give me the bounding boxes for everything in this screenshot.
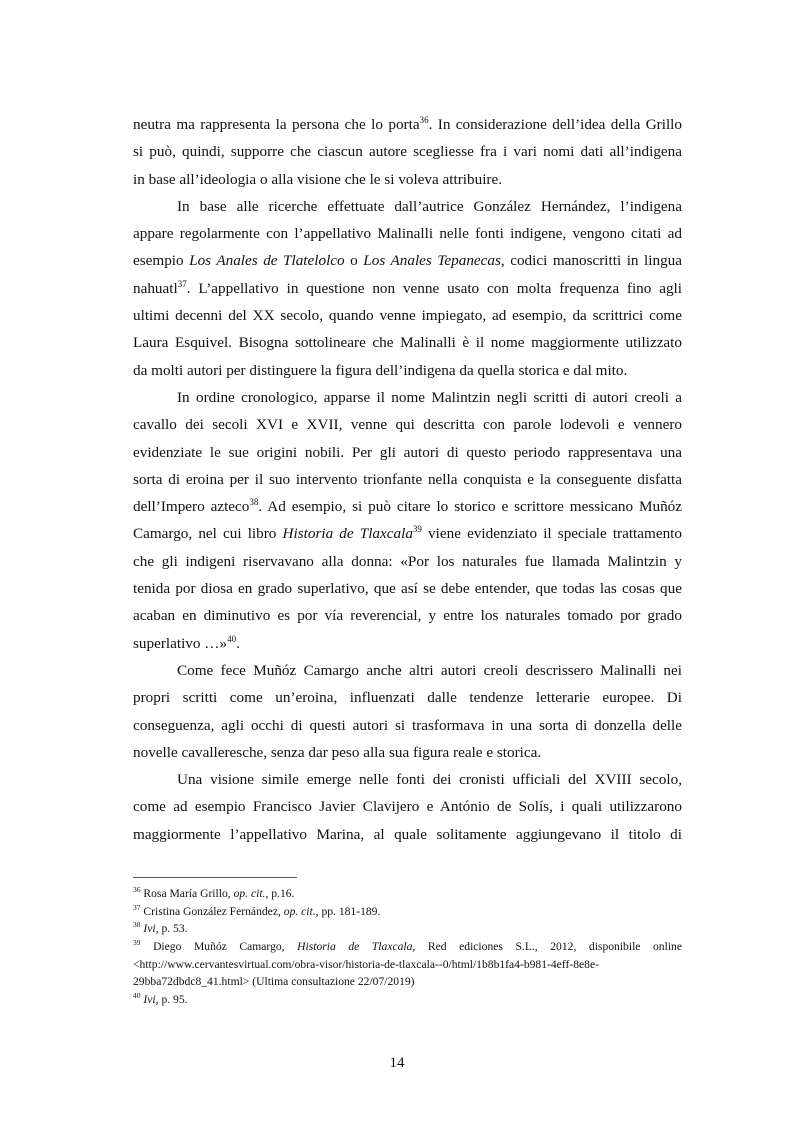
footnote-38: $^{38}$ Ivi, p. 53. <box>133 920 188 936</box>
text-line: come ad esempio Francisco Javier Clavijero e António de Solís, i quali utilizzarono <box>133 798 682 816</box>
footnote-ref[interactable]: 36 <box>419 114 429 125</box>
text-line: dell’Impero azteco$^{38}$. Ad esempio, si può citare lo storico e scrittore messicano Muñóz <box>133 497 682 516</box>
text-line: sorta di eroina per il suo intervento trionfante nella conquista e la conseguente disfatta <box>133 470 682 488</box>
text-line: novelle cavalleresche, senza dar peso alla sua figura reale e storica. <box>133 743 542 761</box>
text-line: cavallo dei secoli XVI e XVII, venne qui descritta con parole lodevoli e vennero <box>133 416 682 434</box>
text-line: che gli indigeni riservavano alla donna: «Por los naturales fue llamada Malintzin y <box>133 552 682 570</box>
text-line: ultimi decenni del XX secolo, quando venne impiegato, ad esempio, da scrittrici come <box>133 307 682 325</box>
footnote-39-cont: 29bba72dbdc8_41.html> (Ultima consultazione 22/07/2019) <box>133 975 415 989</box>
text-line: nahuatl$^{37}$. L’appellativo in questione non venne usato con molta frequenza fino agli <box>133 278 682 297</box>
footnote-ref[interactable]: 40 <box>227 633 237 644</box>
text-line: conseguenza, agli occhi di questi autori si trasformava in una sorta di donzella delle <box>133 716 682 734</box>
text-line: Una visione simile emerge nelle fonti dei cronisti ufficiali del XVIII secolo, <box>177 771 682 789</box>
book-title: Historia de Tlaxcala <box>282 525 413 543</box>
text-line: si può, quindi, supporre che ciascun autore scegliesse fra i vari nomi dati all’indigena <box>133 143 682 161</box>
text-line: da molti autori per distinguere la figura dell’indigena da quella storica e dal mito. <box>133 361 628 379</box>
text-line: Camargo, nel cui libro Historia de Tlaxcala$^{39}$ viene evidenziato il speciale trattamento <box>133 524 682 543</box>
text-line: In base alle ricerche effettuate dall’autrice González Hernández, l’indigena <box>177 197 682 215</box>
text-line: propri scritti come un’eroina, influenzati dalle tendenze letterarie europee. Di <box>133 689 682 707</box>
footnote-37: $^{37}$ Cristina González Fernández, op. cit., pp. 181-189. <box>133 902 381 918</box>
book-title: Los Anales de Tlatelolco <box>189 252 345 270</box>
text-line: evidenziate le sue origini nobili. Per gli autori di questo periodo rappresentava una <box>133 443 682 461</box>
footnote-ref[interactable]: 38 <box>249 497 259 508</box>
footnote-36: $^{36}$ Rosa María Grillo, op. cit., p.16. <box>133 885 295 900</box>
text-line: tenida por diosa en grado superlativo, que así se debe entender, que todas las cosas que <box>133 580 682 598</box>
footnote-39: $^{39}$ Diego Muñóz Camargo, Historia de Tlaxcala, Red ediciones S.L., 2012, disponibile online <box>133 938 682 954</box>
footnote-39-url[interactable]: <http://www.cervantesvirtual.com/obra-visor/historia-de-tlaxcala--0/html/1b8b1fa4-b981-4eff-8e8e- <box>133 957 599 971</box>
text-line: superlativo …»$^{40}$. <box>133 633 240 652</box>
text-line: acaban en diminutivo es por vía reverencial, y entre los naturales tomado por grado <box>133 607 682 625</box>
text-line: In ordine cronologico, apparse il nome Malintzin negli scritti di autori creoli a <box>177 388 682 406</box>
footnote-separator <box>133 877 297 878</box>
footnote-40: $^{40}$ Ivi, p. 95. <box>133 991 188 1007</box>
footnotes <box>133 885 682 1009</box>
page-number: 14 <box>389 1055 405 1071</box>
text-line: Laura Esquivel. Bisogna sottolineare che Malinalli è il nome maggiormente utilizzato <box>133 334 682 352</box>
text-line: Come fece Muñóz Camargo anche altri autori creoli descrissero Malinalli nei <box>177 661 682 679</box>
text-line: in base all’ideologia o alla visione che le si voleva attribuire. <box>133 170 503 188</box>
footnote-ref[interactable]: 39 <box>412 524 422 535</box>
text-line: esempio Los Anales de Tlatelolco o Los Anales Tepanecas, codici manoscritti in lingua <box>133 252 682 270</box>
text-line: maggiormente l’appellativo Marina, al quale solitamente aggiungevano il titolo di <box>133 825 682 843</box>
book-title: Los Anales Tepanecas <box>363 252 501 270</box>
text-line: appare regolarmente con l’appellativo Malinalli nelle fonti indigene, vengono citati ad <box>133 225 682 243</box>
footnote-ref[interactable]: 37 <box>177 278 187 289</box>
text-line: neutra ma rappresenta la persona che lo porta$^{36}$. In considerazione dell’idea della Grillo <box>133 114 682 133</box>
main-text <box>133 111 682 848</box>
